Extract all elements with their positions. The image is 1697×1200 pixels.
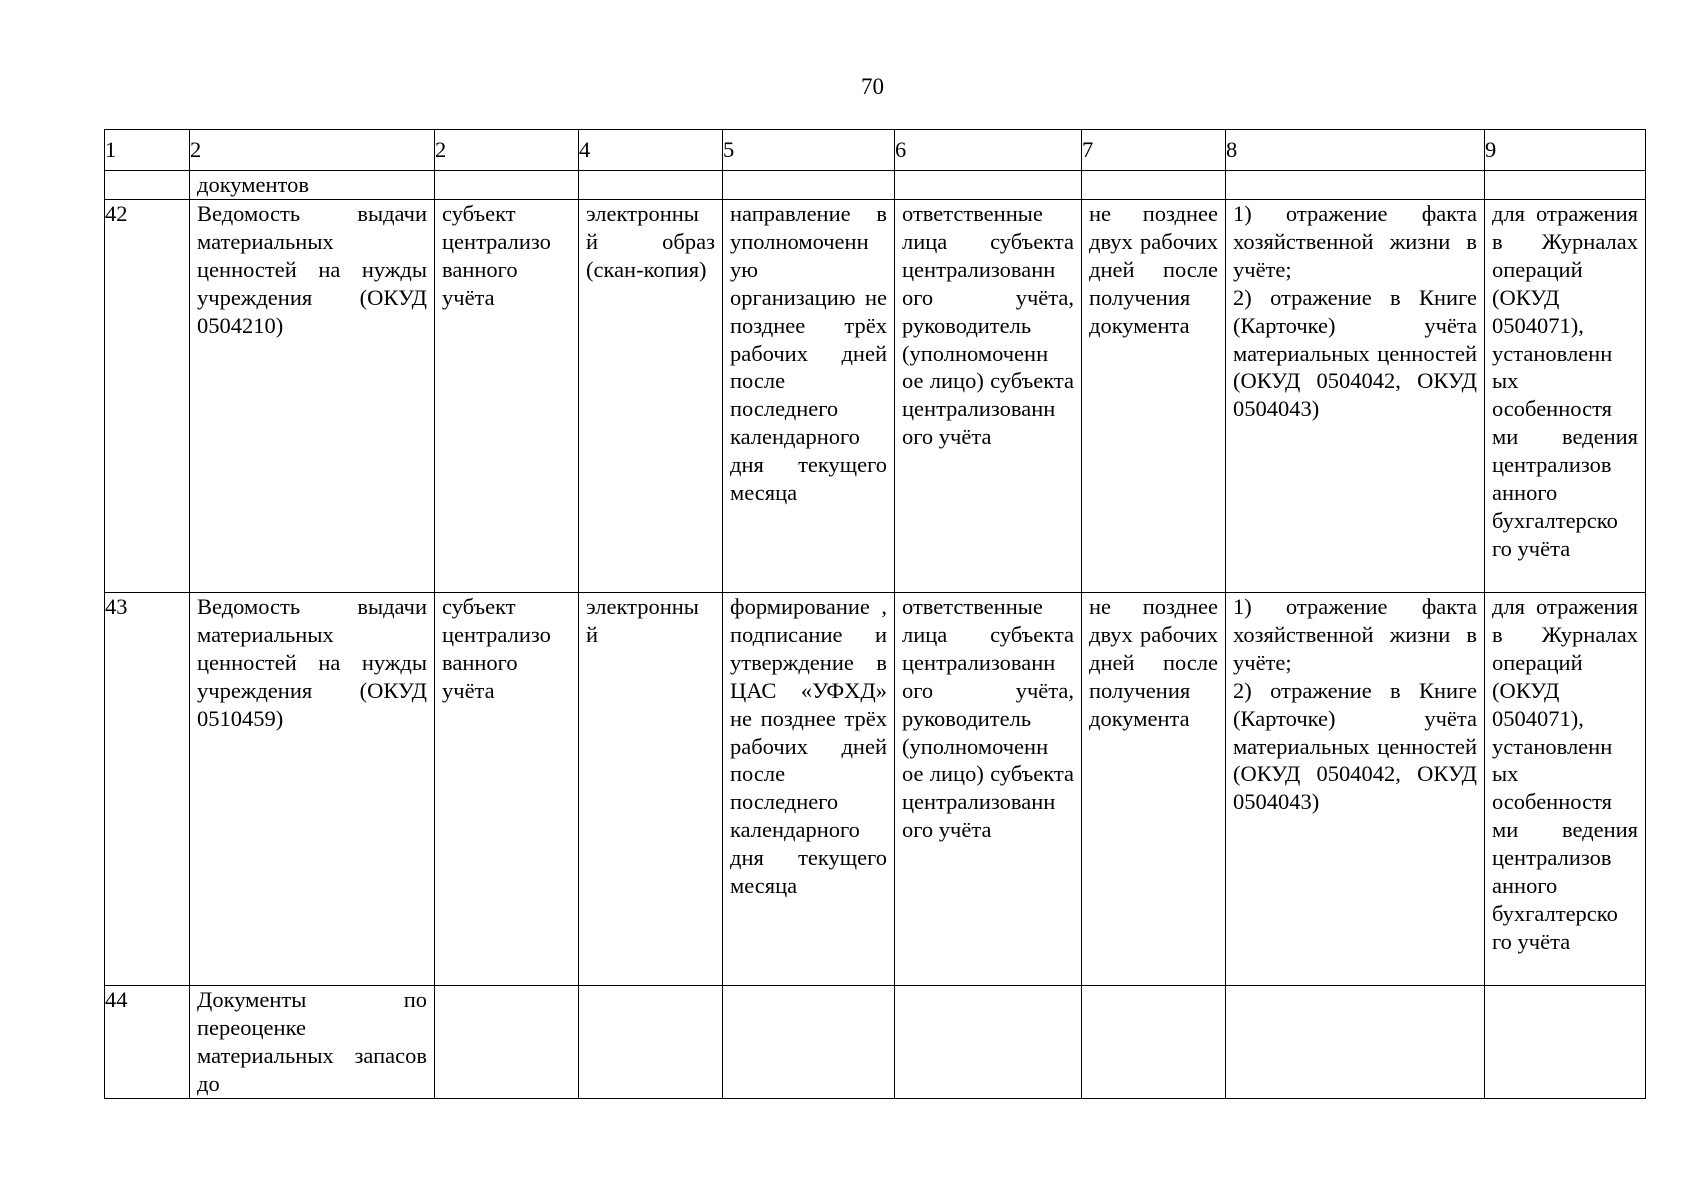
table-row-43 — [105, 593, 1646, 986]
row-number-cell: 42 — [105, 200, 190, 593]
deadline-cell: формирование , подписание и утверждение в ЦАС «УФХД» не позднее трёх рабочих дней после последнего календарного дня текущего месяца — [723, 593, 895, 986]
header-cell: 5 — [723, 130, 895, 171]
table-cell — [1226, 986, 1485, 1099]
header-cell: 8 — [1226, 130, 1485, 171]
page-number: 70 — [861, 74, 884, 99]
table-cell — [105, 171, 190, 200]
signer-cell: ответственные лица субъекта централизованн ого учёта, руководитель (уполномоченн ое лицо) субъекта централизованн ого учёта — [895, 593, 1082, 986]
header-cell: 2 — [190, 130, 435, 171]
purpose-cell: для отражения в Журналах операций (ОКУД 0504071), установленн ых особенностя ми ведения централизов анного бухгалтерско го учёта — [1485, 200, 1646, 593]
table-cell — [1082, 171, 1226, 200]
table-row-continuation — [105, 171, 1646, 200]
document-name-cell: документов — [190, 171, 435, 200]
accounting-action-cell: 1) отражение факта хозяйственной жизни в учёте; 2) отражение в Книге (Карточке) учёта материальных ценностей (ОКУД 0504042, ОКУД 0504043) — [1226, 200, 1485, 593]
document-name-cell: Документы по переоценке материальных запасов до — [190, 986, 435, 1099]
table-cell — [579, 986, 723, 1099]
table-row-42 — [105, 200, 1646, 593]
processing-term-cell: не позднее двух рабочих дней после получения документа — [1082, 200, 1226, 593]
creator-cell: субъект централизо ванного учёта — [435, 200, 579, 593]
table-cell — [1082, 986, 1226, 1099]
header-cell: 2 — [435, 130, 579, 171]
table-cell — [579, 171, 723, 200]
table-row-44 — [105, 986, 1646, 1099]
table-cell — [435, 171, 579, 200]
table-cell — [1226, 171, 1485, 200]
header-cell: 9 — [1485, 130, 1646, 171]
header-cell: 1 — [105, 130, 190, 171]
creator-cell: субъект централизо ванного учёта — [435, 593, 579, 986]
documents-table — [104, 129, 1646, 1099]
signer-cell: ответственные лица субъекта централизованн ого учёта, руководитель (уполномоченн ое лицо) субъекта централизованн ого учёта — [895, 200, 1082, 593]
accounting-action-cell: 1) отражение факта хозяйственной жизни в учёте; 2) отражение в Книге (Карточке) учёта материальных ценностей (ОКУД 0504042, ОКУД 0504043) — [1226, 593, 1485, 986]
table-cell — [895, 171, 1082, 200]
document-name-cell: Ведомость выдачи материальных ценностей на нужды учреждения (ОКУД 0510459) — [190, 593, 435, 986]
format-cell: электронны й образ (скан-копия) — [579, 200, 723, 593]
table-cell — [723, 171, 895, 200]
processing-term-cell: не позднее двух рабочих дней после получения документа — [1082, 593, 1226, 986]
deadline-cell: направление в уполномоченн ую организацию не позднее трёх рабочих дней после последнего календарного дня текущего месяца — [723, 200, 895, 593]
row-number-cell: 43 — [105, 593, 190, 986]
table-cell — [1485, 171, 1646, 200]
format-cell: электронны й — [579, 593, 723, 986]
header-cell: 6 — [895, 130, 1082, 171]
header-cell: 4 — [579, 130, 723, 171]
document-name-cell: Ведомость выдачи материальных ценностей на нужды учреждения (ОКУД 0504210) — [190, 200, 435, 593]
row-number-cell: 44 — [105, 986, 190, 1099]
table-cell — [895, 986, 1082, 1099]
table-cell — [435, 986, 579, 1099]
purpose-cell: для отражения в Журналах операций (ОКУД 0504071), установленн ых особенностя ми ведения централизов анного бухгалтерско го учёта — [1485, 593, 1646, 986]
header-cell: 7 — [1082, 130, 1226, 171]
table-cell — [1485, 986, 1646, 1099]
table-header-row — [105, 130, 1646, 171]
table-cell — [723, 986, 895, 1099]
